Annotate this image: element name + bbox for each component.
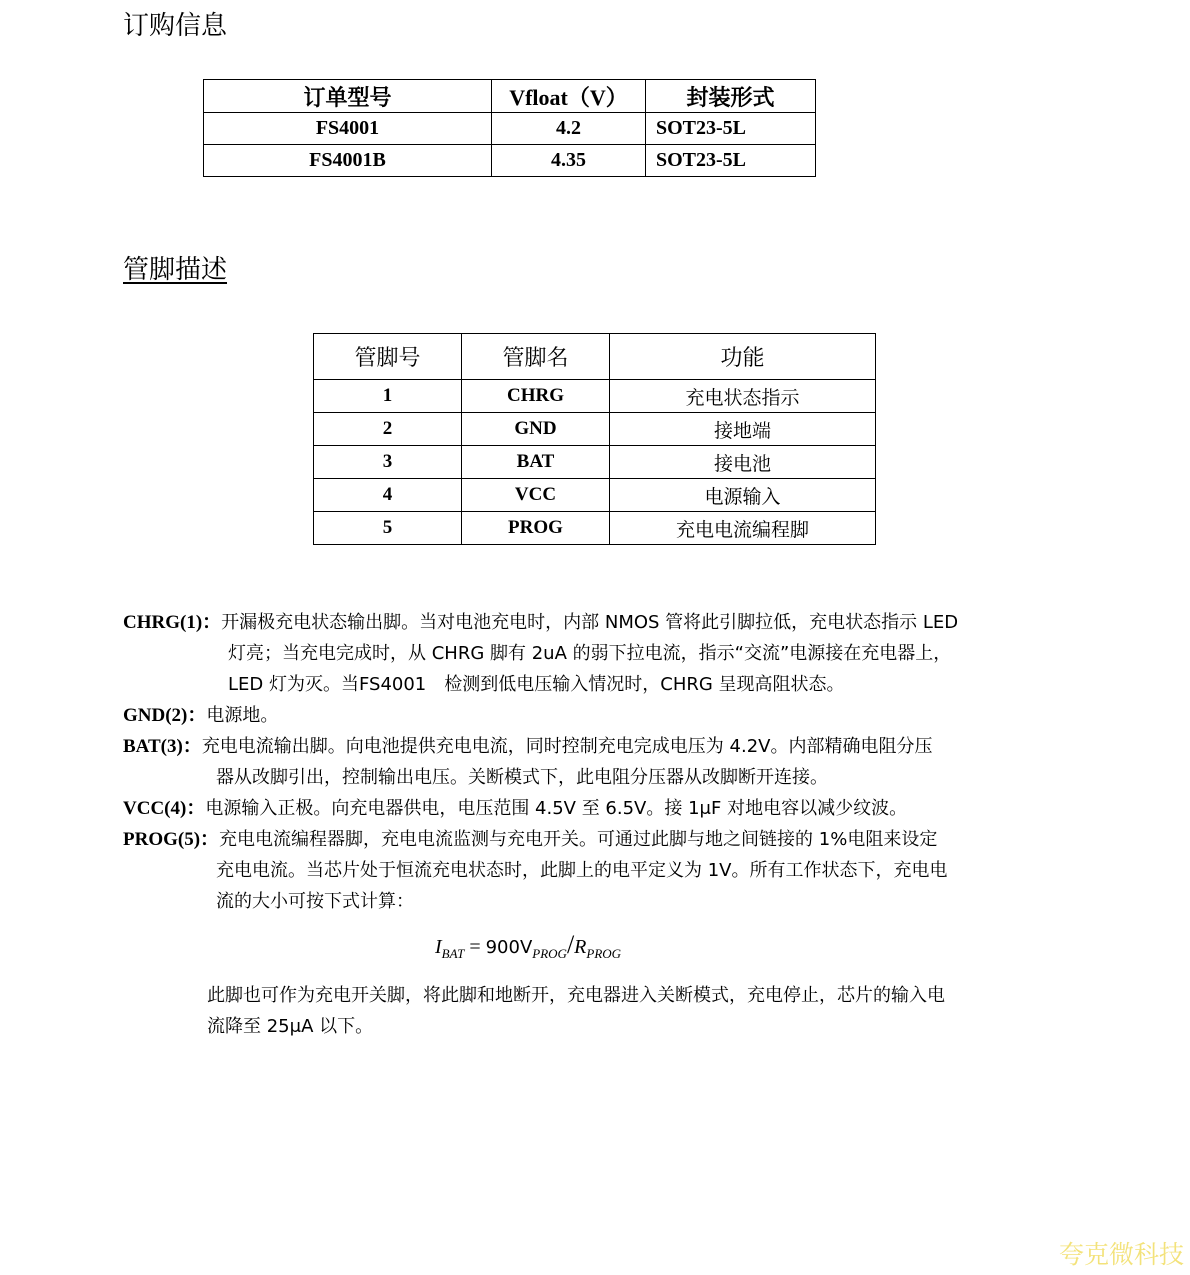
- watermark: 夸克微科技: [1058, 1240, 1184, 1269]
- formula-lhs: I: [435, 936, 442, 958]
- desc-text: 流的大小可按下式计算：: [216, 891, 414, 912]
- formula-v-sub: PROG: [532, 946, 567, 961]
- cell-vfloat: 4.35: [492, 145, 646, 177]
- desc-text: LED 灯为灭。当FS4001 检测到低电压输入情况时，CHRG 呈现高阻状态。: [228, 674, 845, 695]
- table-header-row: [314, 334, 876, 380]
- desc-text: 器从改脚引出，控制输出电压。关断模式下，此电阻分压器从改脚断开连接。: [216, 767, 828, 788]
- cell-pin-number: 5: [314, 512, 462, 545]
- desc-gnd: [123, 700, 1068, 731]
- order-info-heading: 订购信息: [123, 11, 228, 41]
- cell-model: FS4001: [204, 113, 492, 145]
- formula-r: R: [574, 936, 587, 958]
- formula-eq: =: [469, 936, 481, 958]
- table-row: [204, 113, 816, 145]
- desc-text: 开漏极充电状态输出脚。当对电池充电时，内部 NMOS 管将此引脚拉低，充电状态指示 LED: [221, 612, 959, 633]
- formula-slash: /: [566, 930, 575, 959]
- table-row: [314, 413, 876, 446]
- cell-pin-number: 3: [314, 446, 462, 479]
- order-info-table: [203, 79, 816, 177]
- header-order-model: 订单型号: [204, 80, 492, 113]
- table-row: [314, 380, 876, 413]
- table-row: [314, 512, 876, 545]
- prog-switch-note: [207, 980, 1067, 1042]
- desc-label: BAT(3)：: [123, 736, 202, 757]
- header-pin-number: 管脚号: [314, 334, 462, 380]
- header-pin-name: 管脚名: [462, 334, 610, 380]
- note-line: 流降至 25μA 以下。: [207, 1016, 374, 1037]
- pin-description-table: [313, 333, 876, 545]
- table-header-row: [204, 80, 816, 113]
- desc-bat: [123, 731, 1068, 793]
- cell-vfloat: 4.2: [492, 113, 646, 145]
- desc-text: 充电电流编程器脚，充电电流监测与充电开关。可通过此脚与地之间链接的 1%电阻来设定: [219, 829, 938, 850]
- cell-pin-number: 1: [314, 380, 462, 413]
- formula-lhs-sub: BAT: [441, 946, 465, 961]
- cell-pin-name: CHRG: [462, 380, 610, 413]
- pin-description-heading: 管脚描述: [123, 255, 228, 285]
- cell-package: SOT23-5L: [646, 145, 816, 177]
- header-vfloat: Vfloat（V）: [492, 80, 646, 113]
- desc-text: 灯亮；当充电完成时，从 CHRG 脚有 2uA 的弱下拉电流，指示“交流”电源接在充电器上，: [228, 643, 952, 664]
- desc-prog: [123, 824, 1068, 917]
- desc-chrg: [123, 607, 1068, 700]
- pin-descriptions: [123, 607, 1068, 917]
- cell-pin-name: GND: [462, 413, 610, 446]
- header-package: 封装形式: [646, 80, 816, 113]
- note-line: 此脚也可作为充电开关脚，将此脚和地断开，充电器进入关断模式，充电停止，芯片的输入电: [207, 985, 945, 1006]
- cell-package: SOT23-5L: [646, 113, 816, 145]
- cell-pin-name: PROG: [462, 512, 610, 545]
- desc-label: GND(2)：: [123, 705, 207, 726]
- cell-model: FS4001B: [204, 145, 492, 177]
- cell-function: 接电池: [610, 446, 876, 479]
- cell-pin-name: VCC: [462, 479, 610, 512]
- desc-vcc: [123, 793, 1068, 824]
- cell-function: 充电状态指示: [610, 380, 876, 413]
- table-row: [314, 479, 876, 512]
- cell-function: 电源输入: [610, 479, 876, 512]
- formula-coef: 900V: [485, 937, 533, 958]
- cell-pin-number: 4: [314, 479, 462, 512]
- cell-pin-name: BAT: [462, 446, 610, 479]
- desc-text: 充电电流。当芯片处于恒流充电状态时，此脚上的电平定义为 1V。所有工作状态下，充电电: [216, 860, 948, 881]
- header-function: 功能: [610, 334, 876, 380]
- table-row: [204, 145, 816, 177]
- current-formula: [435, 930, 621, 962]
- cell-function: 接地端: [610, 413, 876, 446]
- cell-function: 充电电流编程脚: [610, 512, 876, 545]
- desc-label: PROG(5)：: [123, 829, 220, 850]
- desc-text: 电源地。: [206, 705, 279, 726]
- table-row: [314, 446, 876, 479]
- desc-label: VCC(4)：: [123, 798, 206, 819]
- desc-text: 充电电流输出脚。向电池提供充电电流，同时控制充电完成电压为 4.2V。内部精确电阻分压: [201, 736, 933, 757]
- desc-text: 电源输入正极。向充电器供电，电压范围 4.5V 至 6.5V。接 1μF 对地电容以减少纹波。: [205, 798, 908, 819]
- formula-r-sub: PROG: [586, 946, 622, 961]
- desc-label: CHRG(1)：: [123, 612, 222, 633]
- cell-pin-number: 2: [314, 413, 462, 446]
